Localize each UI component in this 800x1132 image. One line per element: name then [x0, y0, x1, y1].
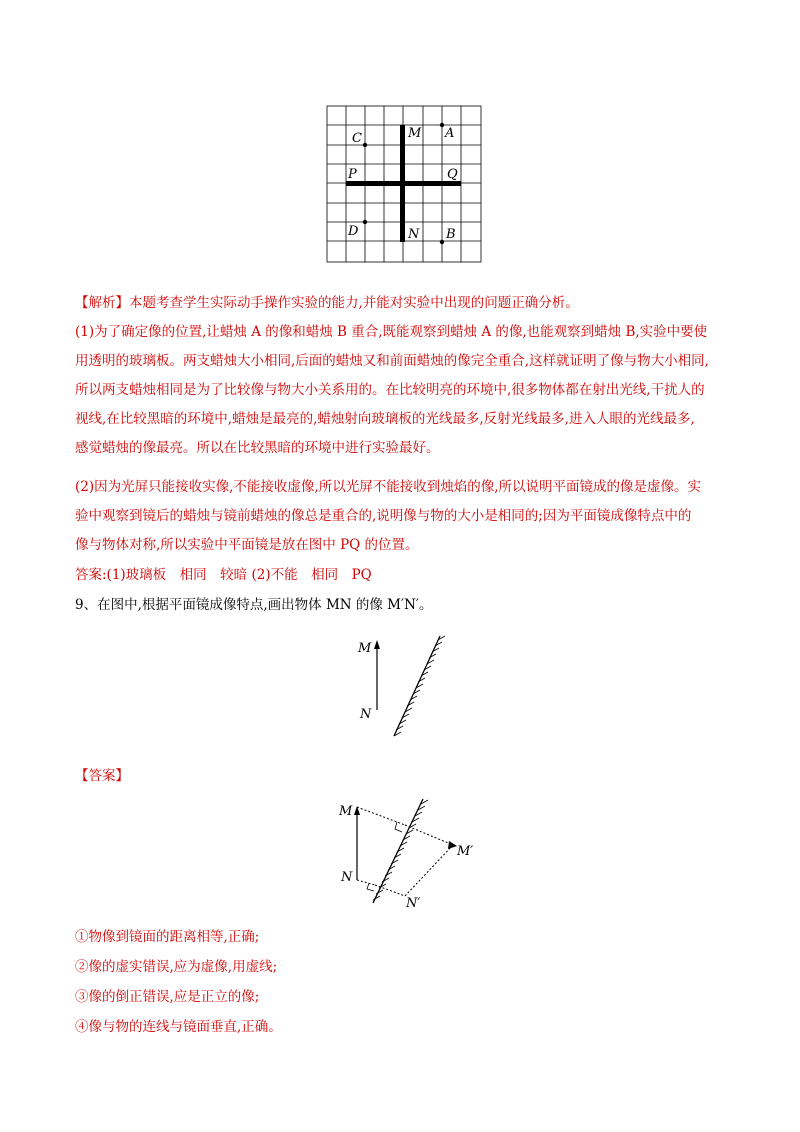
- point-c: [363, 143, 367, 147]
- label-n: N: [408, 227, 420, 242]
- point-a: [440, 123, 444, 127]
- answer-heading: 【答案】: [75, 768, 129, 784]
- analysis-line: (2)因为光屏只能接收实像,不能接收虚像,所以光屏不能接收到烛焰的像,所以说明平面镜成的像是虚像。实: [75, 479, 701, 495]
- label-p: P: [348, 167, 357, 182]
- analysis-line: 视线,在比较黑暗的环境中,蜡烛是最亮的,蜡烛射向玻璃板的光线最多,反射光线最多,进入人眼的光线最多,: [75, 411, 695, 427]
- label-n-prime: N′: [406, 896, 421, 910]
- analysis-line: 所以两支蜡烛相同是为了比较像与物大小关系用的。在比较明亮的环境中,很多物体都在射出光线,干扰人的: [75, 382, 705, 398]
- label-m: M: [339, 804, 353, 819]
- label-n: N: [360, 707, 372, 722]
- mirror-pq-bar: [346, 181, 461, 186]
- label-d: D: [348, 224, 359, 239]
- answer-point: ①物像到镜面的距离相等,正确;: [75, 929, 260, 945]
- question-9: 9、在图中,根据平面镜成像特点,画出物体 MN 的像 M′N′。: [75, 597, 433, 613]
- label-c: C: [352, 131, 362, 146]
- label-b: B: [446, 227, 456, 242]
- answer-figure: [335, 795, 495, 910]
- grid-figure: [320, 100, 490, 270]
- label-m-prime: M′: [457, 844, 474, 859]
- mirror-surface: [373, 799, 428, 903]
- analysis-line: 像与物体对称,所以实验中平面镜是放在图中 PQ 的位置。: [75, 537, 419, 553]
- answer-point: ②像的虚实错误,应为虚像,用虚线;: [75, 959, 278, 975]
- analysis-line: 用透明的玻璃板。两支蜡烛大小相同,后面的蜡烛又和前面蜡烛的像完全重合,这样就证明了像与物大小相同,: [75, 353, 709, 369]
- analysis-line: 感觉蜡烛的像最亮。所以在比较黑暗的环境中进行实验最好。: [75, 440, 440, 456]
- analysis-line: 验中观察到镜后的蜡烛与镜前蜡烛的像总是重合的,说明像与物的大小是相同的;因为平面镜成像特点中的: [75, 508, 692, 524]
- label-m: M: [358, 641, 372, 656]
- label-a: A: [445, 126, 455, 141]
- analysis-line: 【解析】本题考查学生实际动手操作实验的能力,并能对实验中出现的问题正确分析。: [75, 295, 579, 311]
- label-m: M: [408, 126, 422, 141]
- mirror-surface: [394, 636, 445, 736]
- label-n: N: [341, 870, 353, 885]
- point-b: [440, 240, 444, 244]
- point-d: [363, 220, 367, 224]
- answer-8: 答案:(1)玻璃板 相同 较暗 (2)不能 相同 PQ: [75, 567, 372, 583]
- answer-point: ④像与物的连线与镜面垂直,正确。: [75, 1019, 282, 1035]
- label-q: Q: [447, 167, 458, 182]
- answer-point: ③像的倒正错误,应是正立的像;: [75, 989, 260, 1005]
- analysis-line: (1)为了确定像的位置,让蜡烛 A 的像和蜡烛 B 重合,既能观察到蜡烛 A 的像,也能观察到蜡烛 B,实验中要使: [75, 324, 708, 340]
- question9-figure: [350, 630, 460, 750]
